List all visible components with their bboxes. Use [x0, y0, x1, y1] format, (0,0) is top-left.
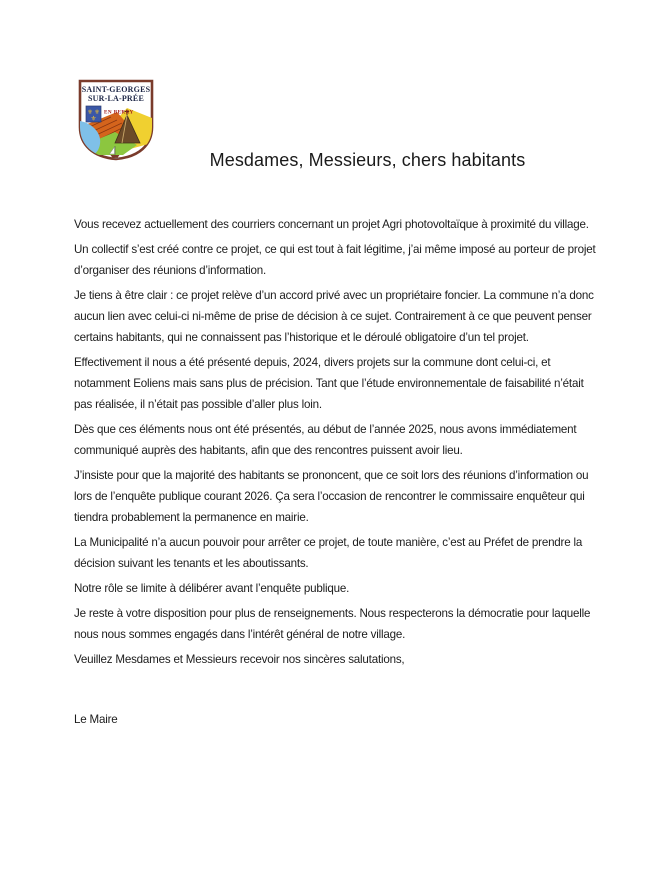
letter-body [74, 214, 597, 734]
fleur-de-lis-icon: ⚜ [90, 114, 97, 123]
paragraph-9: Je reste à votre disposition pour plus de renseignements. Nous respecterons la démocratie pour laquelle nous nous sommes engagés dans l’intérêt général de notre village. [74, 607, 591, 641]
commune-name-line2: SUR-LA-PRÉE [88, 94, 144, 103]
commune-name-line1: SAINT-GEORGES [81, 85, 151, 94]
region-label: EN BERRY [104, 109, 134, 116]
paragraph-6: J’insiste pour que la majorité des habitants se prononcent, que ce soit lors des réunions d’information ou lors de l’enquête publique courant 2026. Ça sera l’occasion de rencontrer le commissaire enquêteur qui tiendra probablement la permanence en mairie. [74, 469, 589, 524]
paragraph-2: Un collectif s’est créé contre ce projet, ce qui est tout à fait légitime, j’ai même imposé au porteur de projet d’organiser des réunions d’information. [74, 243, 596, 277]
closing-line: Veuillez Mesdames et Messieurs recevoir nos sincères salutations, [74, 653, 405, 666]
fleur-de-lis-icon: ⚜ [94, 108, 100, 116]
letter-title: Mesdames, Messieurs, chers habitants [209, 150, 526, 170]
fleur-de-lis-icon: ⚜ [87, 108, 93, 116]
paragraph-8: Notre rôle se limite à délibérer avant l’enquête publique. [74, 582, 350, 595]
paragraph-5: Dès que ces éléments nous ont été présentés, au début de l’année 2025, nous avons immédiatement communiqué auprès des habitants, afin que des rencontres puissent avoir lieu. [74, 423, 577, 457]
paragraph-4: Effectivement il nous a été présenté depuis, 2024, divers projets sur la commune dont celui-ci, et notamment Eoliens mais sans plus de précision. Tant que l’étude environnementale de faisabilité n’était pas réalisée, il n’était pas possible d’aller plus loin. [74, 356, 584, 411]
paragraph-3: Je tiens à être clair : ce projet relève d’un accord privé avec un propriétaire foncier. La commune n’a donc aucun lien avec celui-ci ni-même de prise de décision à ce sujet. Contrairement à ce que peuvent penser certains habitants, qui ne connaissent pas l’historique et le déroulé obligatoire d’un tel projet. [74, 289, 594, 344]
paragraph-7: La Municipalité n’a aucun pouvoir pour arrêter ce projet, de toute manière, c’est au Préfet de prendre la décision suivant les tenants et les aboutissants. [74, 536, 583, 570]
paragraph-1: Vous recevez actuellement des courriers concernant un projet Agri photovoltaïque à proximité du village. [74, 218, 589, 231]
signature: Le Maire [74, 713, 118, 726]
